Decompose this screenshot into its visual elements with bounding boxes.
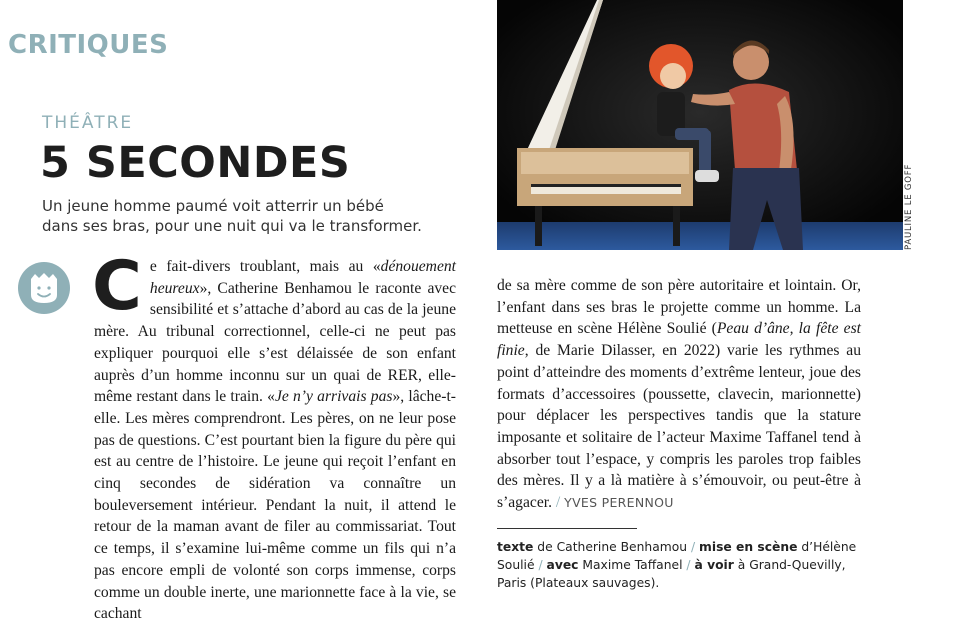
credit-label-texte: texte <box>497 540 534 554</box>
quote: Je n’y arrivais pas <box>274 388 393 406</box>
stage-photo <box>497 0 903 250</box>
body-text: e fait-divers troublant, mais au « <box>149 258 381 275</box>
credit-value-texte: de Catherine Benhamou <box>537 540 688 554</box>
credits-divider <box>497 528 637 529</box>
section-label: CRITIQUES <box>8 30 169 60</box>
production-credits <box>497 538 857 592</box>
category-label: THÉÂTRE <box>42 113 134 133</box>
article-body-left <box>92 247 456 625</box>
credit-value-mise: d’Hélène Soulié <box>497 540 857 572</box>
author-signature: YVES PERENNOU <box>564 495 674 511</box>
credit-separator: / <box>538 558 543 572</box>
body-text: », lâche-t-elle. Les mères comprendront. Les pères, on ne leur pose pas de questions. C’est pourtant bien la figure du père qui est au centre de l’histoire. Le jeune qui reçoit l’enfant en cinq secondes de sidération va connaître un bouleversement intérieur. Pendant la nuit, il attend le retour de la maman avant de filer au commissariat. Tout ce temps, il s’examine lui-même comme un fils qui n’a pas encore empli de volonté son corps immense, corps comme un double inerte, une marionnette face à la vie, se cachant <box>94 388 456 623</box>
credit-label-voir: à voir <box>694 558 734 572</box>
subtitle-line-2: dans ses bras, pour une nuit qui va le transformer. <box>42 217 422 235</box>
credit-separator: / <box>686 558 691 572</box>
signature-separator: / <box>555 494 561 512</box>
credit-value-avec: Maxime Taffanel <box>582 558 683 572</box>
credit-value-voir: à Grand-Quevilly, Paris (Plateaux sauvages). <box>497 558 846 590</box>
smiley-rating-icon <box>18 262 70 314</box>
credit-separator: / <box>690 540 696 554</box>
quote: dénouement heureux <box>149 258 456 297</box>
drop-cap: C <box>92 247 142 326</box>
body-text: », Catherine Benhamou le raconte avec sensibilité et s’attache d’abord au cas de la jeune mère. Au tribunal correctionnel, celle-ci ne peut pas expliquer pourquoi elle s’est délaissée de son enfant auprès d’un homme inconnu sur un quai de RER, elle-même restant dans le train. « <box>94 279 456 406</box>
article-subtitle <box>42 196 442 236</box>
article-body-right <box>497 275 861 514</box>
article-title: 5 SECONDES <box>40 138 351 188</box>
subtitle-line-1: Un jeune homme paumé voit atterrir un bébé <box>42 197 384 215</box>
body-text: , de Marie Dilasser, en 2022) varie les rythmes au point d’atteindre des moments d’extrême lenteur, joue des formats d’accessoires (poussette, clavecin, marionnette) pour déplacer les perspectives tandis que la stature imposante et solitaire de l’acteur Maxime Taffanel tend à absorber tout l’espace, y compris les paroles trop faibles des mères. Il y a là matière à s’émouvoir, ou peut-être à s’agacer. <box>497 342 861 512</box>
body-text: de sa mère comme de son père autoritaire et lointain. Or, l’enfant dans ses bras le projette comme un homme. La metteuse en scène Hélène Soulié ( <box>497 277 861 338</box>
credit-label-avec: avec <box>546 558 579 572</box>
stage-photo-illustration <box>497 0 903 250</box>
work-title: Peau d’âne, la fête est finie <box>497 320 861 360</box>
credit-label-mise: mise en scène <box>699 540 798 554</box>
photo-credit: PAULINE LE GOFF <box>904 163 914 250</box>
